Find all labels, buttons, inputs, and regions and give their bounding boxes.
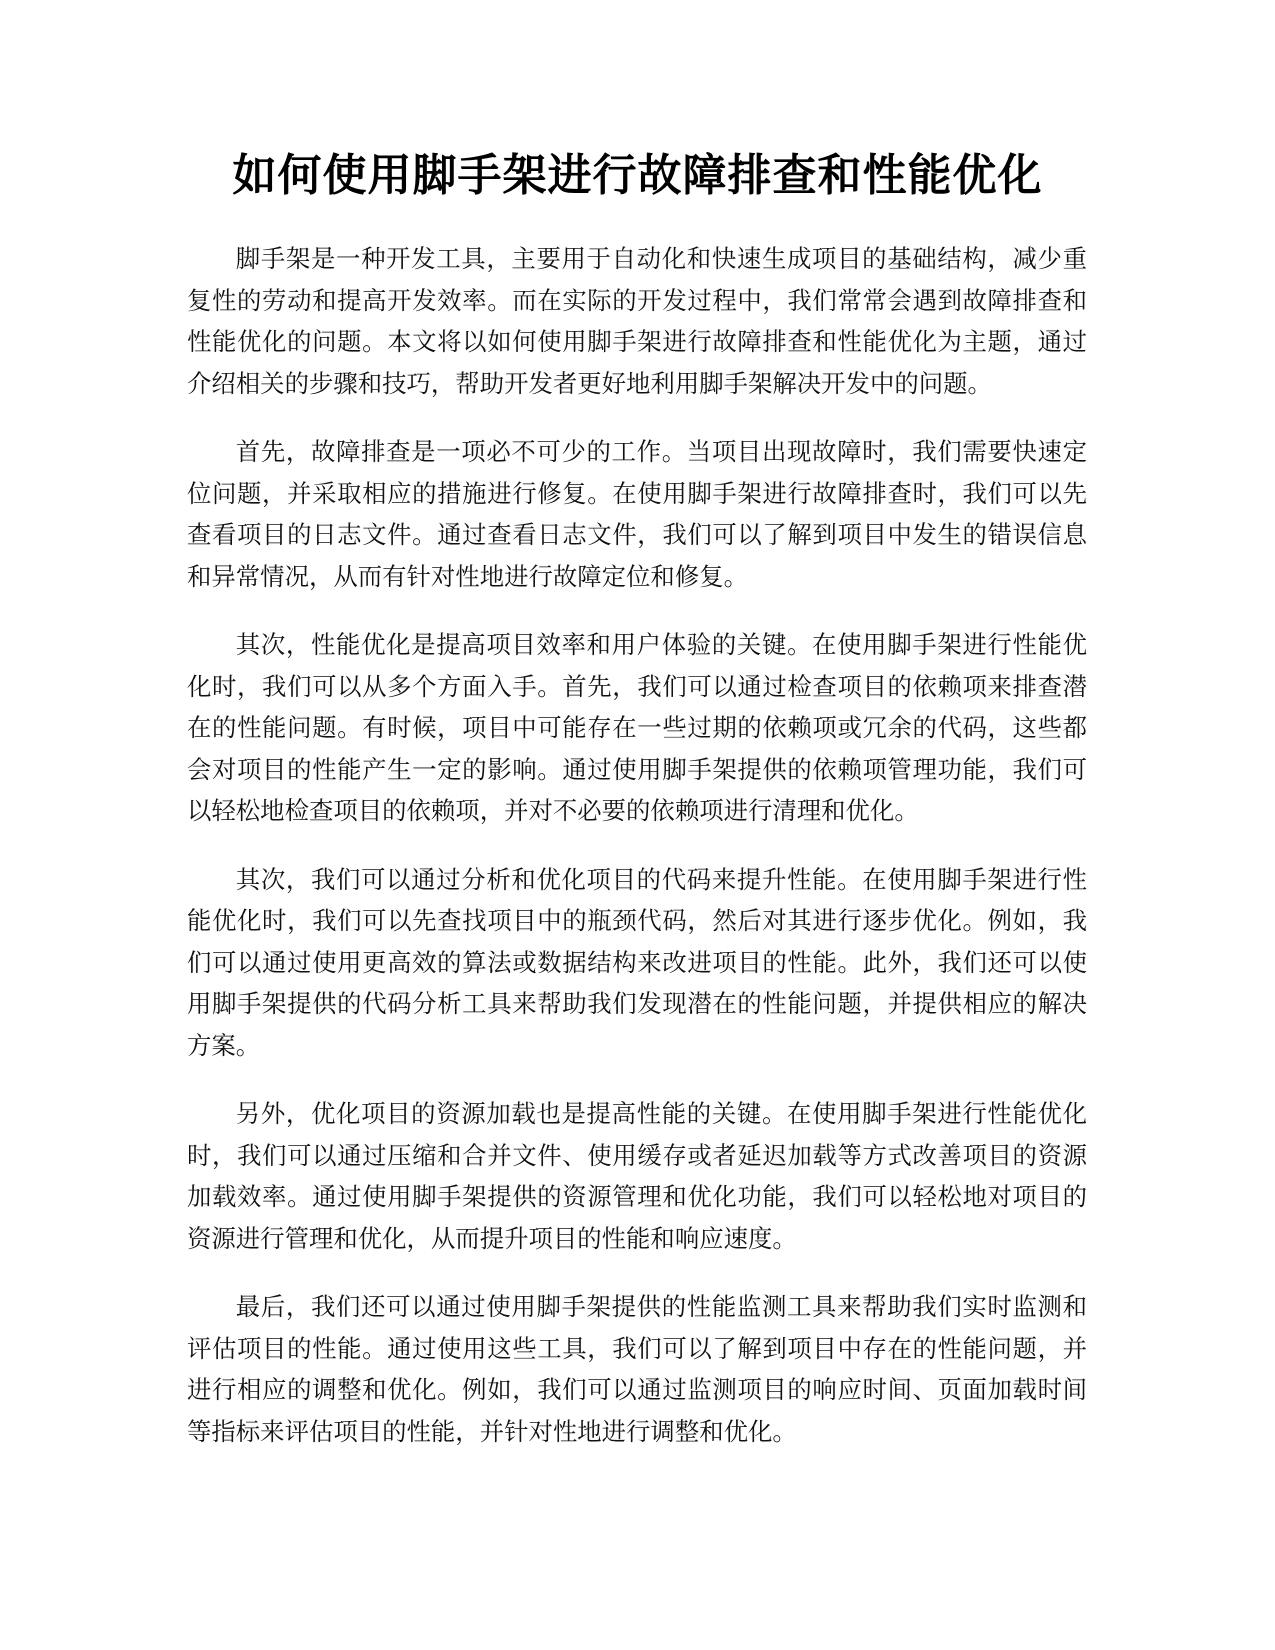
document-title: 如何使用脚手架进行故障排查和性能优化 — [232, 150, 1043, 201]
paragraph-code-optimization: 其次，我们可以通过分析和优化项目的代码来提升性能。在使用脚手架进行性能优化时，我们可以先查找项目中的瓶颈代码，然后对其进行逐步优化。例如，我们可以通过使用更高效的算法或数据结构来改进项目的性能。此外，我们还可以使用脚手架提供的代码分析工具来帮助我们发现潜在的性能问题，并提供相应的解决方案。 — [187, 864, 1087, 1060]
paragraph-resource-loading: 另外，优化项目的资源加载也是提高性能的关键。在使用脚手架进行性能优化时，我们可以通过压缩和合并文件、使用缓存或者延迟加载等方式改善项目的资源加载效率。通过使用脚手架提供的资源管理和优化功能，我们可以轻松地对项目的资源进行管理和优化，从而提升项目的性能和响应速度。 — [187, 1099, 1087, 1253]
paragraph-troubleshooting: 首先，故障排查是一项必不可少的工作。当项目出现故障时，我们需要快速定位问题，并采取相应的措施进行修复。在使用脚手架进行故障排查时，我们可以先查看项目的日志文件。通过查看日志文件，我们可以了解到项目中发生的错误信息和异常情况，从而有针对性地进行故障定位和修复。 — [187, 437, 1087, 591]
paragraph-intro: 脚手架是一种开发工具，主要用于自动化和快速生成项目的基础结构，减少重复性的劳动和提高开发效率。而在实际的开发过程中，我们常常会遇到故障排查和性能优化的问题。本文将以如何使用脚手架进行故障排查和性能优化为主题，通过介绍相关的步骤和技巧，帮助开发者更好地利用脚手架解决开发中的问题。 — [187, 244, 1087, 398]
paragraph-monitoring: 最后，我们还可以通过使用脚手架提供的性能监测工具来帮助我们实时监测和评估项目的性能。通过使用这些工具，我们可以了解到项目中存在的性能问题，并进行相应的调整和优化。例如，我们可以通过监测项目的响应时间、页面加载时间等指标来评估项目的性能，并针对性地进行调整和优化。 — [187, 1292, 1087, 1446]
document-body — [187, 238, 1087, 1479]
paragraph-dependencies: 其次，性能优化是提高项目效率和用户体验的关键。在使用脚手架进行性能优化时，我们可以从多个方面入手。首先，我们可以通过检查项目的依赖项来排查潜在的性能问题。有时候，项目中可能存在一些过期的依赖项或冗余的代码，这些都会对项目的性能产生一定的影响。通过使用脚手架提供的依赖项管理功能，我们可以轻松地检查项目的依赖项，并对不必要的依赖项进行清理和优化。 — [187, 630, 1087, 825]
